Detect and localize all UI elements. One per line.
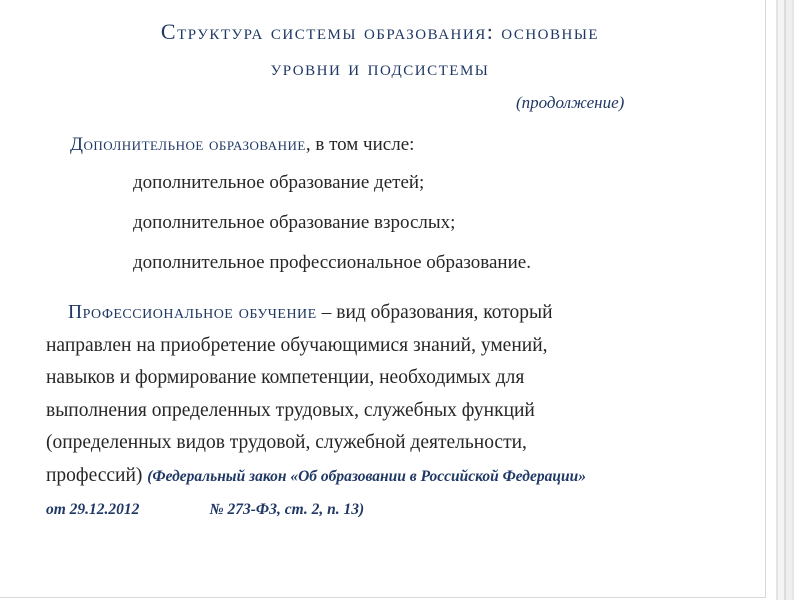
list-item-professional: дополнительное профессиональное образование. (133, 252, 531, 273)
law-citation-number: № 273-ФЗ, ст. 2, п. 13) (209, 501, 365, 518)
title-line-1: Структура системы образования: основные (160, 19, 600, 44)
list-item-children: дополнительное образование детей; (133, 172, 425, 193)
additional-education-term: Дополнительное образование (70, 134, 306, 155)
title-line-2: уровни и подсистемы (270, 55, 490, 80)
professional-training-paragraph (46, 297, 746, 527)
para-line-4: выполнения определенных трудовых, служебных функций (46, 399, 535, 421)
law-citation-date: от 29.12.2012 (46, 501, 140, 518)
decorative-stripes (770, 0, 800, 600)
para-line-3: навыков и формирование компетенции, необходимых для (46, 367, 525, 388)
para-line-6: профессий) (Федеральный закон «Об образовании в Российской Федерации» (46, 464, 586, 486)
para-line-7 (46, 493, 746, 527)
additional-education-heading (70, 134, 414, 156)
additional-education-rest: , в том числе: (305, 134, 415, 155)
para-line-2: направлен на приобретение обучающимися знаний, умений, (46, 334, 548, 356)
para-line-5: (определенных видов трудовой, служебной деятельности, (46, 432, 527, 453)
law-citation-part-1: (Федеральный закон «Об образовании в Российской Федерации» (147, 467, 586, 485)
para-line-1: Профессиональное обучение – вид образования, который (68, 302, 553, 323)
professional-training-term: Профессиональное обучение (68, 302, 317, 323)
slide-title (60, 14, 700, 86)
list-item-adults: дополнительное образование взрослых; (133, 212, 456, 233)
continued-label: (продолжение) (516, 93, 625, 112)
